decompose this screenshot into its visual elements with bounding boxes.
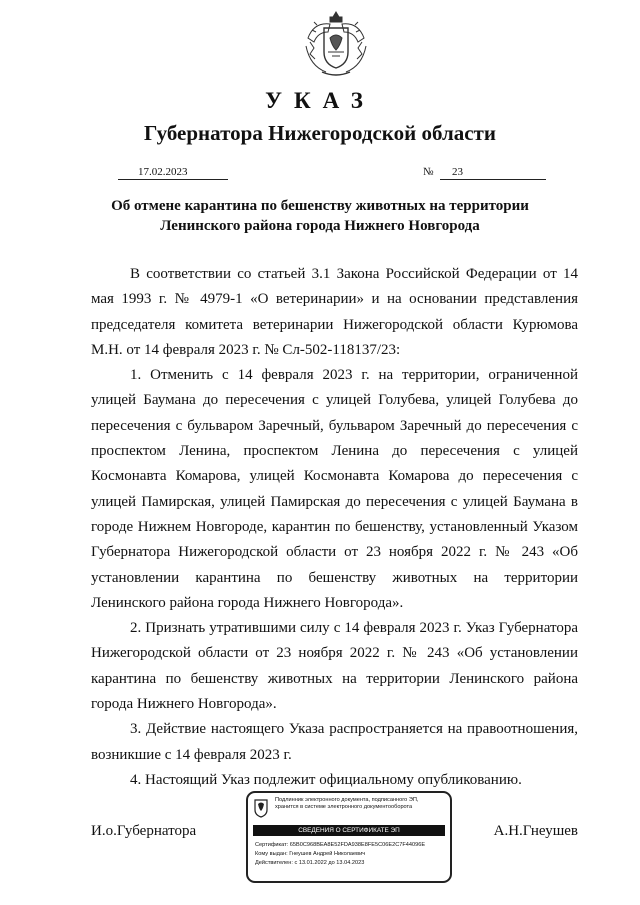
signatory-position: И.о.Губернатора <box>91 823 197 839</box>
signatory-name: А.Н.Гнеушев <box>493 823 578 839</box>
region-emblem-icon <box>253 798 269 818</box>
item-paragraph-4: 4. Настоящий Указ подлежит официальному опубликованию. <box>130 771 522 788</box>
item-paragraph-2: 2. Признать утратившими силу с 14 февраля 2023 г. Указ Губернатора Нижегородской области от 23 ноября 2022 г. № 243 «Об установлении карантина по бешенству животных на территории Ленинского района города Нижнего Новгорода». <box>91 620 578 713</box>
document-number: 23 <box>440 166 546 180</box>
stamp-certificate: Сертификат: 65B0C968BEA8E52FDA938E8FE5C06E2C7F44096E <box>255 842 426 848</box>
coat-of-arms-emblem <box>302 8 370 78</box>
stamp-validity: Действителен: с 13.01.2022 до 13.04.2023 <box>255 860 365 866</box>
preamble-paragraph: В соответствии со статьей 3.1 Закона Российской Федерации от 14 мая 1993 г. № 4979-1 «О ветеринарии» и на основании представления председателя комитета ветеринарии Нижегородской области Курюмова М.Н. от 14 февраля 2023 г. № Сл-502-118137/23: <box>91 266 578 358</box>
stamp-header-line-1: Подлинник электронного документа, подписанного ЭП, <box>275 797 419 803</box>
item-paragraph-1: 1. Отменить с 14 февраля 2023 г. на территории, ограниченной улицей Баумана до пересечения с улицей Голубева, улицей Голубева до пересечения с бульваром Заречный, бульваром Заречный до пересечения с проспектом Ленина, проспектом Ленина до пересечения с улицей Космонавта Комарова, улицей Космонавта Комарова до пересечения с улицей Памирская, улицей Памирская до пересечения с улицей Баумана в городе Нижнем Новгороде, карантин по бешенству, установленный Указом Губернатора Нижегородской области от 23 ноября 2022 г. № 243 «Об установлении карантина по бешенству животных на территории Ленинского района города Нижнего Новгорода». <box>91 367 578 611</box>
number-label: № <box>423 166 434 178</box>
stamp-details <box>255 841 445 868</box>
document-date: 17.02.2023 <box>118 166 228 180</box>
document-type-title: УКАЗ <box>265 88 375 113</box>
stamp-title: СВЕДЕНИЯ О СЕРТИФИКАТЕ ЭП <box>253 825 445 836</box>
document-body <box>91 262 578 793</box>
subject-line-1: Об отмене карантина по бешенству животных на территории <box>111 198 529 214</box>
subject-line-2: Ленинского района города Нижнего Новгорода <box>160 218 480 234</box>
item-paragraph-3: 3. Действие настоящего Указа распространяется на правоотношения, возникшие с 14 февраля 2023 г. <box>91 721 578 763</box>
issuer-title: Губернатора Нижегородской области <box>144 121 496 145</box>
stamp-header <box>275 797 447 810</box>
stamp-owner: Кому выдан: Гнеушев Андрей Николаевич <box>255 851 366 857</box>
electronic-signature-stamp <box>246 791 452 883</box>
document-subject <box>100 196 540 236</box>
stamp-header-line-2: хранится в системе электронного документооборота <box>275 803 413 810</box>
